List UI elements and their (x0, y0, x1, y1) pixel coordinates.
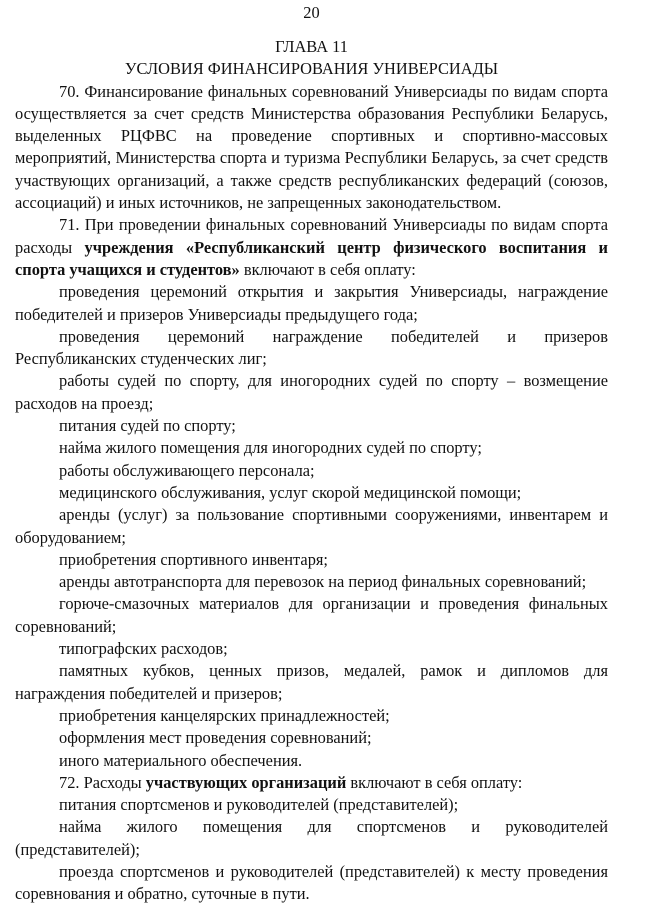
clause-71-item: проведения церемоний награждение победителей и призеров Республиканских студенческих лиг; (15, 326, 608, 369)
clause-71-item: работы обслуживающего персонала; (59, 460, 315, 480)
clause-71-item: типографских расходов; (59, 639, 228, 659)
clause-71-item: оформления мест проведения соревнований; (59, 728, 372, 748)
clause-71-item: медицинского обслуживания, услуг скорой медицинской помощи; (59, 482, 522, 502)
chapter-label: ГЛАВА 11 (275, 37, 348, 56)
clause-72-organization: участвующих организаций (145, 772, 347, 792)
clause-71-item: приобретения спортивного инвентаря; (59, 549, 328, 569)
page-number: 20 (303, 3, 320, 22)
clause-71-item: питания судей по спорту; (59, 416, 236, 436)
clause-72-intro-end: включают в себя оплату: (346, 772, 523, 792)
clause-72-item: проезда спортсменов и руководителей (представителей) к месту проведения соревнования и обратно, суточные в пути. (15, 861, 608, 904)
clause-71-item: аренды (услуг) за пользование спортивными сооружениями, инвентарем и оборудованием; (15, 505, 608, 547)
clause-72-intro (15, 772, 608, 794)
chapter-title: УСЛОВИЯ ФИНАНСИРОВАНИЯ УНИВЕРСИАДЫ (124, 59, 499, 79)
clause-72-intro-start: 72. Расходы (59, 772, 146, 792)
clause-72-item: найма жилого помещения для спортсменов и руководителей (представителей); (15, 817, 608, 859)
clause-71-item: приобретения канцелярских принадлежностей; (59, 705, 390, 725)
clause-71-item: работы судей по спорту, для иногородних судей по спорту – возмещение расходов на проезд; (15, 371, 608, 413)
clause-71-item: иного материального обеспечения. (59, 750, 303, 770)
clause-71-intro (15, 214, 608, 281)
clause-71-item: аренды автотранспорта для перевозок на период финальных соревнований; (59, 572, 587, 592)
clause-72-item: питания спортсменов и руководителей (представителей); (59, 795, 459, 815)
clause-71-item: горюче-смазочных материалов для организации и проведения финальных соревнований; (15, 594, 608, 636)
clause-71-item: проведения церемоний открытия и закрытия Универсиады, награждение победителей и призеров Универсиады предыдущего года; (15, 282, 608, 324)
clause-71-intro-start: 71. При проведении финальных соревнований Универсиады по видам спорта расходы (15, 215, 608, 257)
clause-71-item: памятных кубков, ценных призов, медалей, рамок и дипломов для награждения победителей и призеров; (15, 661, 608, 703)
clause-71-item: найма жилого помещения для иногородних судей по спорту; (59, 438, 482, 458)
document-page (15, 2, 608, 906)
clause-71-organization: учреждения «Республиканский центр физического воспитания и спорта учащихся и студентов» (15, 237, 608, 279)
clause-70: 70. Финансирование финальных соревнований Универсиады по видам спорта осуществляется за счет средств Министерства образования Республики Беларусь, выделенных РЦФВС на проведение спортивных и спортивно-массовых мероприятий, Министерства спорта и туризма Республики Беларусь, за счет средств участвующих организаций, а также средств республиканских федераций (союзов, ассоциаций) и иных источников, не запрещенных законодательством. (15, 81, 608, 213)
clause-71-intro-end: включают в себя оплату: (239, 259, 416, 279)
